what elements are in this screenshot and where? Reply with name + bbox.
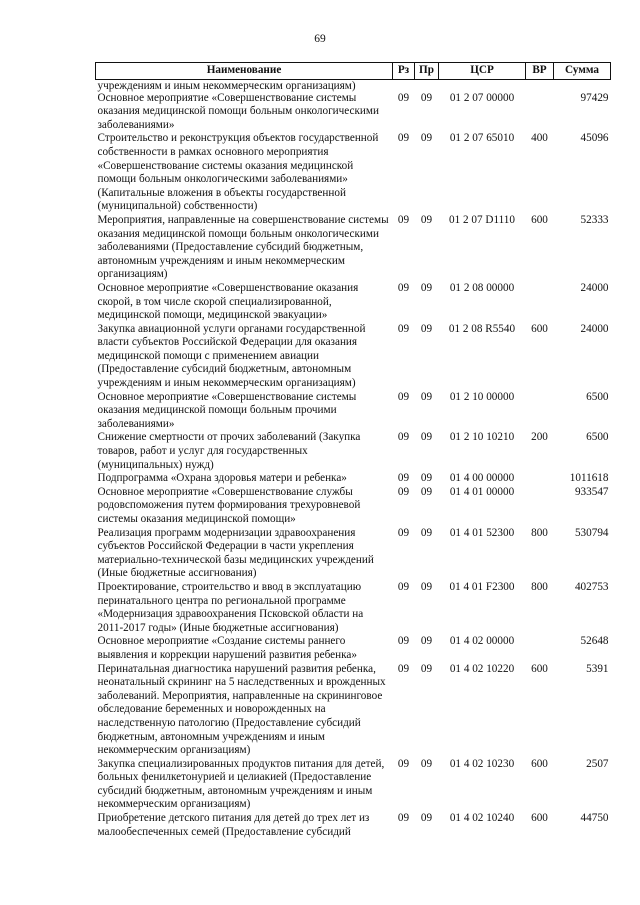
row-vr <box>526 486 554 527</box>
table-row <box>96 758 611 812</box>
row-name: учреждениям и иным некоммерческим организациям) <box>97 79 356 92</box>
row-vr: 800 <box>531 526 548 539</box>
header-name: Наименование <box>96 63 393 80</box>
table-row <box>96 527 611 581</box>
row-name: Строительство и реконструкция объектов государственной собственности в рамках основного мероприятия «Совершенствование системы оказания медицинской помощи больным онкологическими заболеваниями» (Капитальные вложения в объекты государственной (муниципальной) собственности) <box>97 132 379 213</box>
row-pr: 09 <box>420 431 433 444</box>
row-rz: 09 <box>397 132 410 145</box>
row-rz: 09 <box>397 91 410 104</box>
row-sum: 5391 <box>586 662 609 675</box>
header-rz: Рз <box>393 63 415 80</box>
row-rz: 09 <box>397 431 410 444</box>
row-pr: 09 <box>420 390 433 403</box>
table-row <box>96 92 611 133</box>
row-vr: 600 <box>531 322 548 335</box>
row-csr: 01 4 02 10220 <box>449 662 515 675</box>
row-pr: 09 <box>420 91 433 104</box>
row-name: Основное мероприятие «Совершенствование системы оказания медицинской помощи больным онкологическими заболеваниями» <box>97 91 379 131</box>
row-csr: 01 4 00 00000 <box>449 472 515 485</box>
row-sum: 45096 <box>580 132 609 145</box>
row-name: Подпрограмма «Охрана здоровья матери и ребенка» <box>97 472 347 485</box>
row-csr <box>439 79 526 92</box>
row-sum <box>554 79 611 92</box>
table-row <box>96 472 611 486</box>
row-csr: 01 4 01 52300 <box>449 526 515 539</box>
header-sum: Сумма <box>554 63 611 80</box>
row-pr: 09 <box>420 580 433 593</box>
row-rz: 09 <box>397 390 410 403</box>
row-vr: 800 <box>531 580 548 593</box>
row-vr: 400 <box>531 132 548 145</box>
row-csr: 01 2 08 00000 <box>449 281 515 294</box>
table-row <box>96 391 611 432</box>
row-pr: 09 <box>420 322 433 335</box>
table-header-row <box>96 63 611 80</box>
row-vr: 600 <box>531 213 548 226</box>
row-pr: 09 <box>420 635 433 648</box>
row-name: Основное мероприятие «Совершенствование службы родовспоможения путем формирования трехуровневой системы оказания медицинской помощи» <box>97 485 361 525</box>
row-rz: 09 <box>397 213 410 226</box>
row-sum: 933547 <box>574 485 609 498</box>
row-pr: 09 <box>420 757 433 770</box>
table-row <box>96 79 611 92</box>
row-csr: 01 4 01 F2300 <box>449 580 515 593</box>
table-row <box>96 214 611 282</box>
row-name: Закупка авиационной услуги органами государственной власти субъектов Российской Федерации для оказания медицинской помощи с применением авиации (Предоставление субсидий бюджетным, автономным учреждениям и иным некоммерческим организациям) <box>97 322 366 390</box>
row-rz <box>393 79 415 92</box>
row-rz: 09 <box>397 635 410 648</box>
row-name: Приобретение детского питания для детей до трех лет из малообеспеченных семей (Предоставление субсидий <box>97 812 370 838</box>
row-sum: 1011618 <box>569 472 609 485</box>
row-sum: 52648 <box>580 635 609 648</box>
table-row <box>96 282 611 323</box>
header-csr: ЦСР <box>439 63 526 80</box>
row-name: Мероприятия, направленные на совершенствование системы оказания медицинской помощи больным онкологическими заболеваниями (Предоставление субсидий бюджетным, автономным учреждениям и иным некоммерческим организациям) <box>97 213 389 281</box>
row-pr: 09 <box>420 812 433 825</box>
table-row <box>96 635 611 662</box>
row-sum: 52333 <box>580 213 609 226</box>
row-sum: 24000 <box>580 322 609 335</box>
row-vr: 600 <box>531 662 548 675</box>
row-vr <box>526 472 554 486</box>
row-vr <box>526 391 554 432</box>
table-row <box>96 486 611 527</box>
table-row <box>96 663 611 758</box>
row-csr: 01 2 10 10210 <box>449 431 515 444</box>
row-pr: 09 <box>420 472 433 485</box>
row-sum: 530794 <box>574 526 609 539</box>
budget-table <box>95 62 611 839</box>
row-pr: 09 <box>420 132 433 145</box>
row-csr: 01 4 02 10240 <box>449 812 515 825</box>
header-pr: Пр <box>415 63 439 80</box>
row-vr: 200 <box>531 431 548 444</box>
row-name: Основное мероприятие «Создание системы раннего выявления и коррекции нарушений развития ребенка» <box>97 635 357 661</box>
row-name: Перинатальная диагностика нарушений развития ребенка, неонатальный скрининг на 5 наследственных и врожденных заболеваний. Мероприятия, направленные на скрининговое обследование беременных и новорожденных на наследственную патологию (Предоставление субсидий бюджетным, автономным учреждениям и иным некоммерческим организациям) <box>97 662 386 757</box>
table-row <box>96 323 611 391</box>
row-vr: 600 <box>531 757 548 770</box>
row-name: Закупка специализированных продуктов питания для детей, больных фенилкетонурией и целиакией (Предоставление субсидий бюджетным, автономным учреждениям и иным некоммерческим организациям) <box>97 757 385 811</box>
row-pr <box>415 79 439 92</box>
row-csr: 01 4 02 00000 <box>449 635 515 648</box>
row-name: Реализация программ модернизации здравоохранения субъектов Российской Федерации в части укрепления материально-технической базы медицинских учреждений (Иные бюджетные ассигнования) <box>97 526 374 580</box>
row-rz: 09 <box>397 472 410 485</box>
row-csr: 01 2 10 00000 <box>449 390 515 403</box>
row-vr <box>526 92 554 133</box>
row-rz: 09 <box>397 757 410 770</box>
row-sum: 97429 <box>580 91 609 104</box>
row-rz: 09 <box>397 322 410 335</box>
row-name: Проектирование, строительство и ввод в эксплуатацию перинатального центра по региональной программе «Модернизация здравоохранения Псковской области на 2011-2017 годы» (Иные бюджетные ассигнования) <box>97 580 364 634</box>
page-number: 69 <box>314 33 326 45</box>
table-row <box>96 812 611 839</box>
row-sum: 6500 <box>586 390 609 403</box>
header-vr: ВР <box>526 63 554 80</box>
row-sum: 44750 <box>580 812 609 825</box>
row-name: Снижение смертности от прочих заболеваний (Закупка товаров, работ и услуг для государственных (муниципальных) нужд) <box>97 431 361 471</box>
row-rz: 09 <box>397 281 410 294</box>
row-csr: 01 2 07 D1110 <box>449 213 515 226</box>
row-rz: 09 <box>397 485 410 498</box>
row-pr: 09 <box>420 213 433 226</box>
row-csr: 01 2 07 65010 <box>449 132 515 145</box>
row-sum: 24000 <box>580 281 609 294</box>
row-pr: 09 <box>420 662 433 675</box>
table-row <box>96 431 611 472</box>
row-name: Основное мероприятие «Совершенствование оказания скорой, в том числе скорой специализированной, медицинской помощи, медицинской эвакуации» <box>97 281 359 322</box>
row-pr: 09 <box>420 485 433 498</box>
row-name: Основное мероприятие «Совершенствование системы оказания медицинской помощи больным прочими заболеваниями» <box>97 390 357 430</box>
row-rz: 09 <box>397 526 410 539</box>
row-vr <box>526 282 554 323</box>
row-sum: 402753 <box>574 580 609 593</box>
row-pr: 09 <box>420 526 433 539</box>
table-row <box>96 581 611 635</box>
row-vr <box>526 79 554 92</box>
row-rz: 09 <box>397 580 410 593</box>
row-csr: 01 4 02 10230 <box>449 757 515 770</box>
row-vr: 600 <box>531 812 548 825</box>
row-sum: 6500 <box>586 431 609 444</box>
row-vr <box>526 635 554 662</box>
row-csr: 01 4 01 00000 <box>449 485 515 498</box>
table-row <box>96 132 611 214</box>
row-pr: 09 <box>420 281 433 294</box>
row-rz: 09 <box>397 662 410 675</box>
row-rz: 09 <box>397 812 410 825</box>
row-csr: 01 2 08 R5540 <box>448 322 516 335</box>
row-sum: 2507 <box>586 757 609 770</box>
row-csr: 01 2 07 00000 <box>449 91 515 104</box>
